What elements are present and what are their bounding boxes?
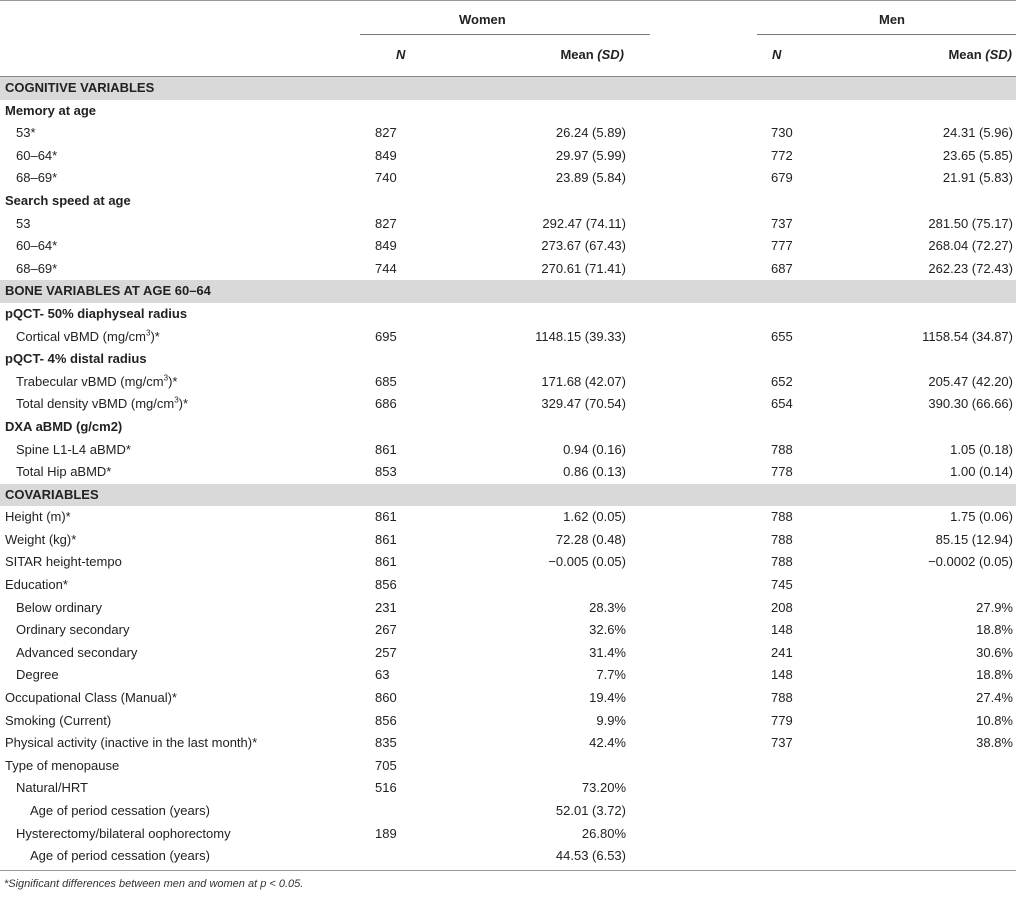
men-mean-cell: 1.05 (0.18) <box>950 441 1013 457</box>
men-mean-cell: 390.30 (66.66) <box>928 396 1013 412</box>
row-label-text: Total Hip aBMD* <box>16 464 112 480</box>
section-header-row <box>0 484 1016 507</box>
group-title: pQCT- 4% distal radius <box>5 351 147 367</box>
men-n-cell: 208 <box>771 599 793 615</box>
women-n-cell: 685 <box>375 373 397 389</box>
women-n-cell: 63 <box>375 667 390 683</box>
row-label-text: Ordinary secondary <box>16 622 130 638</box>
men-mean-cell: 1.75 (0.06) <box>950 509 1013 525</box>
men-n-cell: 788 <box>771 554 793 570</box>
row-label-text: Physical activity (inactive in the last month)* <box>5 735 258 751</box>
unit-superscript: 3 <box>163 373 169 383</box>
men-mean-cell: 27.9% <box>976 599 1013 615</box>
men-mean-cell: 1.00 (0.14) <box>950 464 1013 480</box>
men-mean-label: Mean <box>948 47 986 62</box>
women-n-cell: 861 <box>375 441 397 457</box>
women-n-cell: 827 <box>375 215 397 231</box>
men-n-cell: 788 <box>771 509 793 525</box>
row-label-text: 60–64* <box>16 238 58 254</box>
women-n-cell: 835 <box>375 735 397 751</box>
men-n-cell: 737 <box>771 215 793 231</box>
men-mean-cell: 18.8% <box>976 622 1013 638</box>
men-n-cell: 745 <box>771 577 793 593</box>
men-n-cell: 730 <box>771 125 793 141</box>
men-mean-cell: 262.23 (72.43) <box>928 260 1013 276</box>
table-row <box>0 145 1016 168</box>
women-mean-cell: 270.61 (71.41) <box>541 260 626 276</box>
row-label <box>5 551 122 574</box>
women-n-cell: 744 <box>375 260 397 276</box>
women-n-cell: 740 <box>375 170 397 186</box>
women-n-cell: 516 <box>375 780 397 796</box>
men-mean-cell: 281.50 (75.17) <box>928 215 1013 231</box>
women-n-cell: 849 <box>375 238 397 254</box>
men-n-cell: 737 <box>771 735 793 751</box>
men-n-cell: 679 <box>771 170 793 186</box>
table-row <box>0 393 1016 416</box>
women-n-cell: 861 <box>375 554 397 570</box>
women-mean-cell: 73.20% <box>581 780 626 796</box>
women-mean-cell: −0.005 (0.05) <box>548 554 626 570</box>
header-row-groups <box>0 0 1016 34</box>
table-row <box>0 800 1016 823</box>
men-sd-label: (SD) <box>985 47 1012 62</box>
table-row <box>0 551 1016 574</box>
row-label-text: Degree <box>16 667 59 683</box>
women-n-cell: 861 <box>375 509 397 525</box>
men-n-cell: 687 <box>771 260 793 276</box>
row-label-text: Hysterectomy/bilateral oophorectomy <box>16 825 231 841</box>
header-row-columns <box>0 34 1016 77</box>
row-label <box>5 506 71 529</box>
women-sd-label: (SD) <box>597 47 624 62</box>
section-title: COGNITIVE VARIABLES <box>5 80 155 95</box>
row-label <box>16 823 231 846</box>
women-mean-cell: 52.01 (3.72) <box>555 803 626 818</box>
row-label-text: Natural/HRT <box>16 780 89 796</box>
women-n-cell: 686 <box>375 396 397 412</box>
men-n-cell: 772 <box>771 147 793 163</box>
footnote: *Significant differences between men and women at p < 0.05. <box>4 878 304 890</box>
women-mean-header <box>560 34 624 76</box>
men-mean-cell: 18.8% <box>976 667 1013 683</box>
women-mean-cell: 19.4% <box>589 690 626 706</box>
group-title: DXA aBMD (g/cm2) <box>5 418 123 434</box>
women-n-cell: 849 <box>375 147 397 163</box>
men-header: Men <box>879 12 905 27</box>
women-n-cell: 856 <box>375 577 397 593</box>
table-row <box>0 258 1016 281</box>
women-mean-cell: 23.89 (5.84) <box>555 170 626 186</box>
men-mean-cell: 27.4% <box>976 690 1013 706</box>
row-label-text: 53 <box>16 215 31 231</box>
row-label-text: Education* <box>5 577 68 593</box>
men-mean-cell: 24.31 (5.96) <box>942 125 1013 141</box>
row-label-text: 68–69* <box>16 170 58 186</box>
row-label <box>30 800 210 823</box>
men-mean-cell: 23.65 (5.85) <box>942 147 1013 163</box>
table-body <box>0 77 1016 868</box>
table-row <box>0 529 1016 552</box>
women-mean-cell: 29.97 (5.99) <box>555 147 626 163</box>
women-n-header: N <box>396 47 406 62</box>
table-row <box>0 687 1016 710</box>
women-mean-cell: 0.86 (0.13) <box>563 464 626 480</box>
men-mean-cell: 30.6% <box>976 644 1013 660</box>
women-mean-cell: 72.28 (0.48) <box>555 531 626 547</box>
row-label-text: Below ordinary <box>16 599 102 615</box>
table-row <box>0 597 1016 620</box>
men-mean-cell: 85.15 (12.94) <box>935 531 1013 547</box>
row-label <box>16 619 129 642</box>
table-row <box>0 439 1016 462</box>
table-row <box>0 574 1016 597</box>
women-mean-cell: 28.3% <box>589 599 626 615</box>
men-n-cell: 148 <box>771 667 793 683</box>
row-label <box>16 461 111 484</box>
women-n-cell: 189 <box>375 825 397 841</box>
men-n-header: N <box>772 47 782 62</box>
row-label <box>16 439 131 462</box>
row-label <box>16 213 30 236</box>
group-header-row <box>0 100 1016 123</box>
row-label-text: Weight (kg)* <box>5 531 77 547</box>
table-row <box>0 732 1016 755</box>
men-n-cell: 788 <box>771 531 793 547</box>
men-n-cell: 777 <box>771 238 793 254</box>
group-header-row <box>0 303 1016 326</box>
row-label-text: Smoking (Current) <box>5 712 112 728</box>
women-mean-cell: 32.6% <box>589 622 626 638</box>
row-label-text: Type of menopause <box>5 757 120 773</box>
row-label-suffix: )* <box>178 396 189 412</box>
men-n-cell: 652 <box>771 373 793 389</box>
men-n-cell: 241 <box>771 644 793 660</box>
row-label <box>16 235 57 258</box>
row-label-text: Advanced secondary <box>16 644 138 660</box>
table-row <box>0 619 1016 642</box>
row-label <box>16 258 57 281</box>
row-label-text: Age of period cessation (years) <box>30 803 210 818</box>
table-row <box>0 845 1016 868</box>
women-mean-cell: 1.62 (0.05) <box>563 509 626 525</box>
row-label-suffix: )* <box>168 373 178 389</box>
group-title: Search speed at age <box>5 192 131 208</box>
women-n-cell: 257 <box>375 644 397 660</box>
men-mean-cell: 21.91 (5.83) <box>942 170 1013 186</box>
row-label <box>5 687 177 710</box>
row-label <box>5 732 257 755</box>
group-title: pQCT- 50% diaphyseal radius <box>5 305 188 321</box>
table-row <box>0 235 1016 258</box>
row-label-text: Occupational Class (Manual)* <box>5 690 177 706</box>
row-label <box>30 845 210 868</box>
table-row <box>0 710 1016 733</box>
men-mean-cell: 268.04 (72.27) <box>928 238 1013 254</box>
row-label-text: Cortical vBMD (mg/cm <box>16 328 147 344</box>
group-header-row <box>0 190 1016 213</box>
section-title: BONE VARIABLES AT AGE 60–64 <box>5 283 211 299</box>
table-row <box>0 326 1016 349</box>
men-n-cell: 654 <box>771 396 793 412</box>
table-row <box>0 823 1016 846</box>
row-label-text: Total density vBMD (mg/cm <box>16 396 175 412</box>
row-label-text: Age of period cessation (years) <box>30 848 210 864</box>
men-mean-cell: 38.8% <box>976 735 1013 751</box>
row-label <box>16 393 188 416</box>
women-mean-cell: 292.47 (74.11) <box>542 215 626 231</box>
row-label <box>16 597 102 620</box>
row-label-text: 53* <box>16 125 36 141</box>
unit-superscript: 3 <box>146 328 151 338</box>
group-header-row <box>0 348 1016 371</box>
row-label-text: 68–69* <box>16 260 58 276</box>
women-mean-cell: 1148.15 (39.33) <box>535 328 626 344</box>
row-label-text: Spine L1-L4 aBMD* <box>16 441 131 457</box>
row-label <box>16 326 160 349</box>
women-n-cell: 231 <box>375 599 397 615</box>
table-row <box>0 122 1016 145</box>
row-label <box>16 122 36 145</box>
section-header-row <box>0 280 1016 303</box>
row-label-suffix: )* <box>150 328 160 344</box>
row-label <box>16 777 88 800</box>
table-row <box>0 664 1016 687</box>
women-n-cell: 860 <box>375 690 397 706</box>
table-row <box>0 642 1016 665</box>
row-label <box>16 167 57 190</box>
table-row <box>0 777 1016 800</box>
row-label-text: Trabecular vBMD (mg/cm <box>16 373 164 389</box>
table-row <box>0 167 1016 190</box>
row-label <box>5 710 111 733</box>
women-n-cell: 705 <box>375 757 397 773</box>
women-n-cell: 856 <box>375 712 397 728</box>
men-mean-cell: 205.47 (42.20) <box>928 373 1013 389</box>
men-n-cell: 788 <box>771 441 793 457</box>
women-mean-cell: 9.9% <box>596 712 626 728</box>
women-mean-label: Mean <box>560 47 598 62</box>
women-mean-cell: 273.67 (67.43) <box>541 238 626 254</box>
section-header-row <box>0 77 1016 100</box>
men-mean-cell: −0.0002 (0.05) <box>928 554 1013 570</box>
women-mean-cell: 7.7% <box>596 667 626 683</box>
women-mean-cell: 44.53 (6.53) <box>555 848 626 864</box>
table-row <box>0 755 1016 778</box>
men-mean-cell: 10.8% <box>976 712 1013 728</box>
women-mean-cell: 329.47 (70.54) <box>541 396 626 412</box>
women-n-cell: 861 <box>375 531 397 547</box>
table-row <box>0 506 1016 529</box>
men-n-cell: 148 <box>771 622 793 638</box>
men-n-cell: 655 <box>771 328 793 344</box>
women-mean-cell: 26.24 (5.89) <box>555 125 626 141</box>
table-row <box>0 213 1016 236</box>
men-n-cell: 778 <box>771 464 793 480</box>
women-n-cell: 853 <box>375 464 397 480</box>
row-label-text: Height (m)* <box>5 509 71 525</box>
row-label <box>16 642 137 665</box>
section-title: COVARIABLES <box>5 486 99 502</box>
row-label <box>16 664 59 687</box>
women-n-cell: 695 <box>375 328 397 344</box>
row-label <box>5 529 76 552</box>
group-header-row <box>0 416 1016 439</box>
women-n-cell: 267 <box>375 622 397 638</box>
women-mean-cell: 171.68 (42.07) <box>541 373 626 389</box>
row-label <box>16 145 57 168</box>
table-bottom-rule <box>0 870 1016 871</box>
row-label-text: 60–64* <box>16 147 58 163</box>
women-n-cell: 827 <box>375 125 397 141</box>
row-label-text: SITAR height-tempo <box>5 554 122 570</box>
men-mean-cell: 1158.54 (34.87) <box>922 328 1013 344</box>
men-n-cell: 779 <box>771 712 793 728</box>
women-mean-cell: 42.4% <box>589 735 626 751</box>
women-mean-cell: 26.80% <box>581 825 626 841</box>
row-label <box>5 755 119 778</box>
table-row <box>0 461 1016 484</box>
row-label <box>5 574 68 597</box>
women-mean-cell: 31.4% <box>589 644 626 660</box>
men-n-cell: 788 <box>771 690 793 706</box>
men-mean-header <box>948 34 1012 76</box>
row-label <box>16 371 177 394</box>
unit-superscript: 3 <box>174 395 179 405</box>
women-mean-cell: 0.94 (0.16) <box>563 441 626 457</box>
women-header: Women <box>459 12 506 27</box>
table-row <box>0 371 1016 394</box>
group-title: Memory at age <box>5 102 97 118</box>
